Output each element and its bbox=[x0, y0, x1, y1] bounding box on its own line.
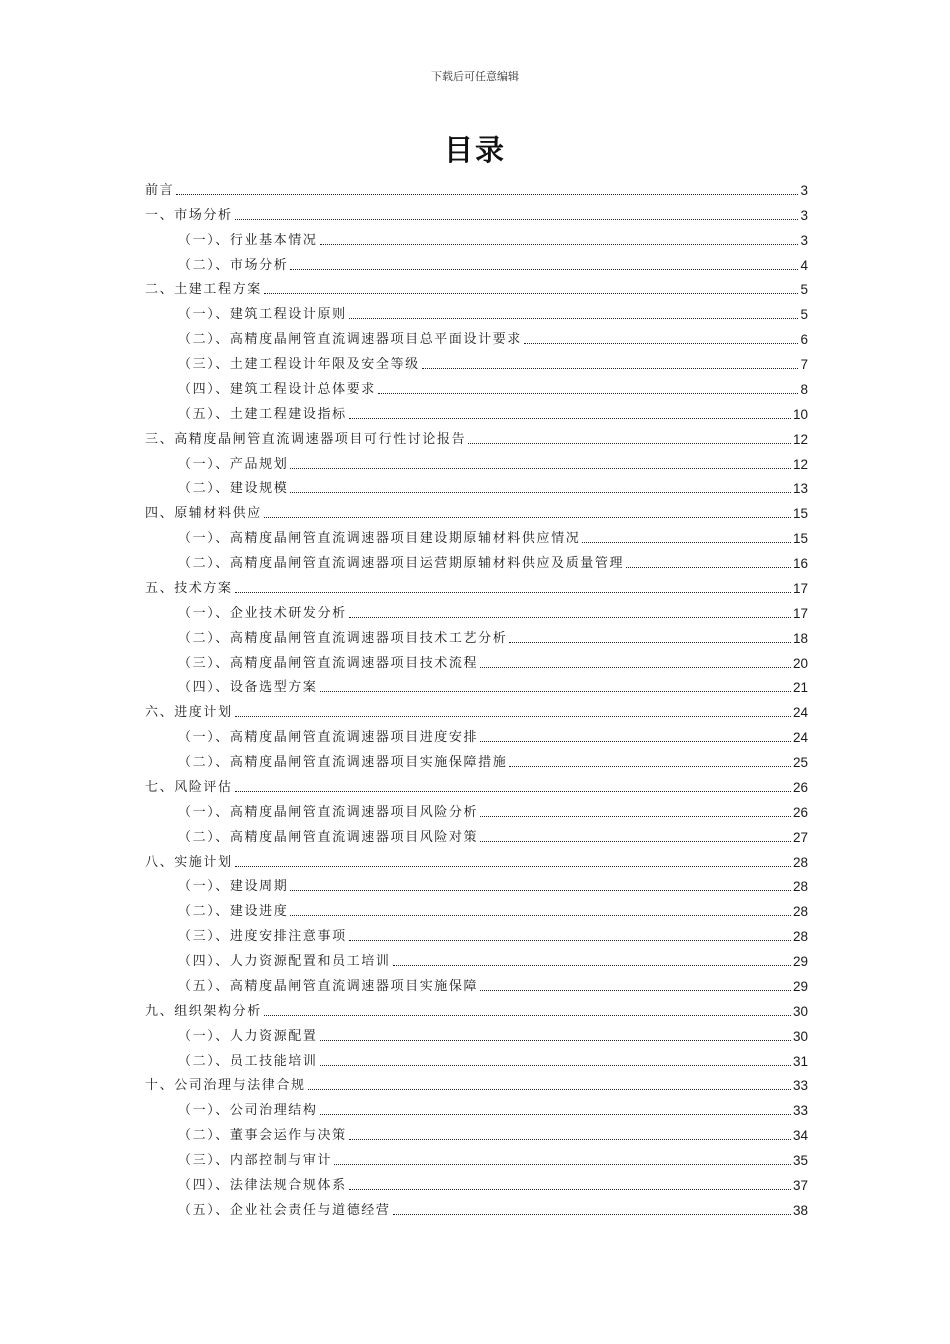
dot-leader bbox=[320, 1065, 791, 1066]
toc-entry-page-number: 13 bbox=[792, 481, 808, 497]
header-note: 下载后可任意编辑 bbox=[431, 70, 519, 83]
toc-entry-page-number: 24 bbox=[792, 705, 808, 721]
toc-entry-page-number: 29 bbox=[792, 978, 808, 994]
toc-entry[interactable] bbox=[145, 798, 808, 823]
dot-leader bbox=[349, 1189, 791, 1190]
toc-entry-title: （二）、员工技能培训 bbox=[178, 1053, 318, 1069]
toc-entry-title: （四）、法律法规合规体系 bbox=[178, 1177, 347, 1193]
toc-entry-title: 四、原辅材料供应 bbox=[145, 506, 262, 522]
toc-entry[interactable] bbox=[145, 325, 808, 350]
toc-entry-title: （三）、高精度晶闸管直流调速器项目技术流程 bbox=[178, 655, 479, 671]
dot-leader bbox=[320, 691, 791, 692]
toc-entry-title: （二）、董事会运作与决策 bbox=[178, 1128, 347, 1144]
toc-entry[interactable] bbox=[145, 375, 808, 400]
toc-entry-title: （二）、市场分析 bbox=[178, 257, 289, 273]
dot-leader bbox=[235, 716, 791, 717]
toc-entry[interactable] bbox=[145, 1022, 808, 1047]
toc-entry-page-number: 12 bbox=[792, 431, 808, 447]
toc-entry-page-number: 15 bbox=[792, 531, 808, 547]
toc-entry-title: 五、技术方案 bbox=[145, 580, 233, 596]
toc-entry-title: 七、风险评估 bbox=[145, 779, 233, 795]
dot-leader bbox=[393, 1214, 791, 1215]
toc-entry-title: （三）、进度安排注意事项 bbox=[178, 929, 347, 945]
toc-entry-page-number: 30 bbox=[792, 1028, 808, 1044]
dot-leader bbox=[349, 418, 791, 419]
toc-entry[interactable] bbox=[145, 549, 808, 574]
toc-entry-page-number: 31 bbox=[792, 1053, 808, 1069]
dot-leader bbox=[480, 990, 791, 991]
toc-entry-page-number: 33 bbox=[792, 1078, 808, 1094]
dot-leader bbox=[378, 393, 799, 394]
toc-entry-page-number: 10 bbox=[792, 406, 808, 422]
dot-leader bbox=[422, 368, 799, 369]
toc-entry-page-number: 7 bbox=[800, 357, 808, 372]
dot-leader bbox=[290, 915, 791, 916]
toc-entry-page-number: 33 bbox=[792, 1103, 808, 1119]
dot-leader bbox=[480, 841, 791, 842]
dot-leader bbox=[480, 816, 791, 817]
dot-leader bbox=[393, 965, 791, 966]
toc-entry[interactable] bbox=[145, 848, 808, 873]
dot-leader bbox=[509, 642, 791, 643]
toc-entry[interactable] bbox=[145, 201, 808, 226]
toc-entry-title: 前言 bbox=[145, 182, 175, 198]
toc-entry-page-number: 17 bbox=[792, 605, 808, 621]
dot-leader bbox=[308, 1089, 791, 1090]
toc-entry-page-number: 35 bbox=[792, 1153, 808, 1168]
toc-entry-title: （四）、设备选型方案 bbox=[178, 680, 318, 696]
toc-entry-title: （一）、行业基本情况 bbox=[178, 232, 318, 248]
toc-entry-title: （五）、企业社会责任与道德经营 bbox=[178, 1202, 391, 1218]
toc-entry-title: （二）、高精度晶闸管直流调速器项目总平面设计要求 bbox=[178, 332, 522, 348]
toc-entry[interactable] bbox=[145, 773, 808, 798]
toc-entry-page-number: 17 bbox=[792, 580, 808, 596]
toc-entry-page-number: 8 bbox=[800, 381, 808, 397]
toc-entry-title: （一）、建设周期 bbox=[178, 879, 289, 895]
toc-entry-title: 六、进度计划 bbox=[145, 705, 233, 721]
dot-leader bbox=[235, 219, 799, 220]
dot-leader bbox=[320, 244, 799, 245]
toc-entry[interactable] bbox=[145, 276, 808, 301]
toc-entry[interactable] bbox=[145, 698, 808, 723]
toc-entry[interactable] bbox=[145, 674, 808, 699]
toc-entry-title: （二）、高精度晶闸管直流调速器项目运营期原辅材料供应及质量管理 bbox=[178, 556, 625, 571]
toc-entry-title: （四）、建筑工程设计总体要求 bbox=[178, 381, 376, 397]
dot-leader bbox=[264, 1015, 791, 1016]
toc-entry-title: （一）、高精度晶闸管直流调速器项目进度安排 bbox=[178, 730, 479, 746]
toc-entry[interactable] bbox=[145, 450, 808, 475]
toc-entry-page-number: 29 bbox=[792, 954, 808, 969]
toc-entry[interactable] bbox=[145, 873, 808, 898]
dot-leader bbox=[235, 791, 791, 792]
toc-entry[interactable] bbox=[145, 897, 808, 922]
toc-entry-title: （一）、建筑工程设计原则 bbox=[178, 307, 347, 323]
toc-entry-title: 九、组织架构分析 bbox=[145, 1003, 262, 1019]
toc-entry-page-number: 27 bbox=[792, 829, 808, 845]
toc-entry[interactable] bbox=[145, 1146, 808, 1171]
dot-leader bbox=[582, 542, 791, 543]
dot-leader bbox=[509, 766, 791, 767]
dot-leader bbox=[320, 1114, 791, 1115]
toc-entry-page-number: 16 bbox=[792, 556, 808, 571]
toc-entry-page-number: 30 bbox=[792, 1003, 808, 1019]
toc-entry-page-number: 34 bbox=[792, 1128, 808, 1144]
toc-entry-page-number: 26 bbox=[792, 779, 808, 795]
dot-leader bbox=[290, 269, 798, 270]
toc-entry[interactable] bbox=[145, 1196, 808, 1221]
toc-entry[interactable] bbox=[145, 1096, 808, 1121]
dot-leader bbox=[349, 318, 799, 319]
toc-entry-title: （四）、人力资源配置和员工培训 bbox=[178, 954, 391, 969]
toc-entry[interactable] bbox=[145, 524, 808, 549]
toc-entry[interactable] bbox=[145, 400, 808, 425]
toc-entry[interactable] bbox=[145, 251, 808, 276]
table-of-contents bbox=[145, 176, 808, 1221]
toc-entry-title: （二）、高精度晶闸管直流调速器项目技术工艺分析 bbox=[178, 630, 508, 646]
toc-entry-page-number: 28 bbox=[792, 854, 808, 870]
toc-entry-title: （二）、建设规模 bbox=[178, 481, 289, 497]
toc-entry-page-number: 25 bbox=[792, 755, 808, 770]
toc-entry-title: 十、公司治理与法律合规 bbox=[145, 1078, 306, 1094]
toc-entry[interactable] bbox=[145, 748, 808, 773]
toc-entry-page-number: 4 bbox=[800, 257, 808, 273]
toc-entry[interactable] bbox=[145, 475, 808, 500]
toc-entry-title: （五）、土建工程建设指标 bbox=[178, 406, 347, 422]
toc-entry-title: （二）、建设进度 bbox=[178, 904, 289, 920]
toc-entry-page-number: 21 bbox=[792, 680, 808, 696]
dot-leader bbox=[349, 940, 791, 941]
toc-entry-page-number: 12 bbox=[792, 456, 808, 472]
toc-entry-title: （一）、企业技术研发分析 bbox=[178, 605, 347, 621]
dot-leader bbox=[626, 567, 791, 568]
toc-entry[interactable] bbox=[145, 972, 808, 997]
toc-entry-title: （三）、内部控制与审计 bbox=[178, 1153, 333, 1168]
toc-entry-page-number: 37 bbox=[792, 1177, 808, 1193]
toc-entry[interactable] bbox=[145, 723, 808, 748]
toc-entry-title: （二）、高精度晶闸管直流调速器项目风险对策 bbox=[178, 829, 479, 845]
toc-entry-page-number: 3 bbox=[800, 207, 808, 223]
toc-entry[interactable] bbox=[145, 300, 808, 325]
dot-leader bbox=[264, 293, 799, 294]
page-title: 目录 bbox=[443, 133, 506, 167]
toc-entry-title: （一）、高精度晶闸管直流调速器项目风险分析 bbox=[178, 804, 479, 820]
toc-entry[interactable] bbox=[145, 176, 808, 201]
dot-leader bbox=[290, 890, 791, 891]
toc-entry[interactable] bbox=[145, 1072, 808, 1097]
toc-entry-title: 三、高精度晶闸管直流调速器项目可行性讨论报告 bbox=[145, 431, 467, 447]
toc-entry-title: 一、市场分析 bbox=[145, 207, 233, 223]
toc-entry[interactable] bbox=[145, 624, 808, 649]
toc-entry-title: 二、土建工程方案 bbox=[145, 282, 262, 298]
toc-entry-title: （五）、高精度晶闸管直流调速器项目实施保障 bbox=[178, 978, 479, 994]
dot-leader bbox=[468, 443, 791, 444]
toc-entry-page-number: 18 bbox=[792, 630, 808, 646]
toc-entry-title: 八、实施计划 bbox=[145, 854, 233, 870]
dot-leader bbox=[290, 468, 791, 469]
toc-entry-page-number: 20 bbox=[792, 655, 808, 671]
toc-entry-page-number: 28 bbox=[792, 929, 808, 945]
toc-entry-title: （一）、公司治理结构 bbox=[178, 1103, 318, 1119]
toc-entry-page-number: 3 bbox=[800, 182, 808, 198]
toc-entry[interactable] bbox=[145, 599, 808, 624]
toc-entry[interactable] bbox=[145, 350, 808, 375]
toc-entry[interactable] bbox=[145, 823, 808, 848]
toc-entry[interactable] bbox=[145, 425, 808, 450]
dot-leader bbox=[524, 343, 799, 344]
toc-entry-page-number: 28 bbox=[792, 904, 808, 920]
toc-entry-page-number: 38 bbox=[792, 1202, 808, 1218]
toc-entry[interactable] bbox=[145, 947, 808, 972]
toc-entry[interactable] bbox=[145, 1171, 808, 1196]
dot-leader bbox=[176, 194, 798, 195]
dot-leader bbox=[290, 492, 791, 493]
toc-entry[interactable] bbox=[145, 226, 808, 251]
dot-leader bbox=[480, 741, 791, 742]
toc-entry-page-number: 24 bbox=[792, 730, 808, 746]
toc-entry[interactable] bbox=[145, 922, 808, 947]
toc-entry-page-number: 3 bbox=[800, 232, 808, 248]
toc-entry-page-number: 5 bbox=[800, 282, 808, 298]
toc-entry-title: （一）、人力资源配置 bbox=[178, 1028, 318, 1044]
toc-entry[interactable] bbox=[145, 649, 808, 674]
toc-entry[interactable] bbox=[145, 997, 808, 1022]
dot-leader bbox=[235, 866, 791, 867]
dot-leader bbox=[349, 617, 791, 618]
toc-entry[interactable] bbox=[145, 574, 808, 599]
dot-leader bbox=[264, 517, 791, 518]
toc-entry-title: （一）、高精度晶闸管直流调速器项目建设期原辅材料供应情况 bbox=[178, 531, 581, 547]
dot-leader bbox=[334, 1164, 791, 1165]
toc-entry-page-number: 6 bbox=[800, 332, 808, 348]
dot-leader bbox=[480, 667, 791, 668]
toc-entry[interactable] bbox=[145, 1121, 808, 1146]
toc-entry[interactable] bbox=[145, 1047, 808, 1072]
toc-entry[interactable] bbox=[145, 499, 808, 524]
dot-leader bbox=[320, 1040, 791, 1041]
toc-entry-page-number: 5 bbox=[800, 307, 808, 323]
toc-entry-page-number: 26 bbox=[792, 804, 808, 820]
toc-entry-title: （三）、土建工程设计年限及安全等级 bbox=[178, 357, 420, 372]
toc-entry-title: （二）、高精度晶闸管直流调速器项目实施保障措施 bbox=[178, 755, 508, 770]
dot-leader bbox=[235, 592, 791, 593]
toc-entry-page-number: 28 bbox=[792, 879, 808, 895]
toc-entry-title: （一）、产品规划 bbox=[178, 456, 289, 472]
toc-entry-page-number: 15 bbox=[792, 506, 808, 522]
dot-leader bbox=[349, 1139, 791, 1140]
